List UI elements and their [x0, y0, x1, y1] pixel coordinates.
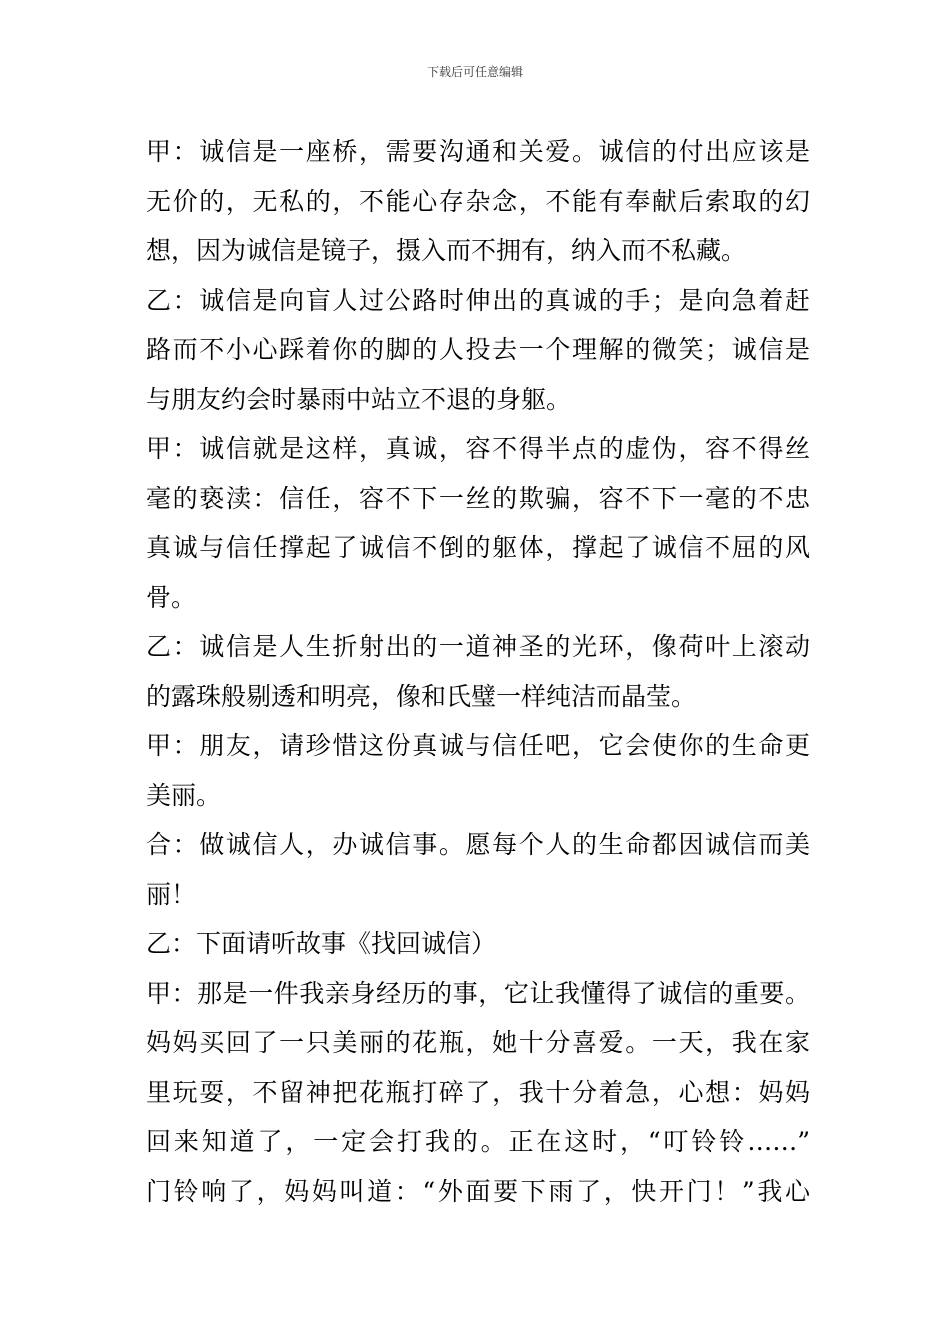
text-line: 想，因为诚信是镜子，摄入而不拥有，纳入而不私藏。	[146, 236, 747, 265]
text-line: 回来知道了，一定会打我的。正在这时，“叮铃铃……”	[146, 1127, 810, 1156]
text-line: 甲：诚信是一座桥，需要沟通和关爱。诚信的付出应该是	[146, 137, 810, 166]
text-line: 路而不小心踩着你的脚的人投去一个理解的微笑；诚信是	[146, 335, 810, 364]
page-header: 下载后可任意编辑	[426, 65, 523, 79]
text-line: 的露珠般剔透和明亮，像和氏璧一样纯洁而晶莹。	[146, 681, 697, 711]
text-line: 乙：诚信是向盲人过公路时伸出的真诚的手；是向急着赶	[146, 285, 810, 315]
text-line: 妈妈买回了一只美丽的花瓶，她十分喜爱。一天，我在家	[146, 1028, 810, 1057]
text-line: 与朋友约会时暴雨中站立不退的身躯。	[146, 384, 572, 414]
text-line: 甲：诚信就是这样，真诚，容不得半点的虚伪，容不得丝	[146, 434, 810, 463]
text-line: 里玩耍，不留神把花瓶打碎了，我十分着急，心想：妈妈	[146, 1077, 810, 1107]
document-body	[146, 127, 810, 1216]
text-line: 真诚与信任撑起了诚信不倒的躯体，撑起了诚信不屈的风	[146, 533, 810, 562]
text-line: 毫的亵渎：信任，容不下一丝的欺骗，容不下一毫的不忠	[146, 483, 810, 513]
text-line: 乙：下面请听故事《找回诚信）	[146, 929, 497, 958]
text-line: 甲：朋友，请珍惜这份真诚与信任吧，它会使你的生命更	[146, 731, 810, 760]
text-line: 乙：诚信是人生折射出的一道神圣的光环，像荷叶上滚动	[146, 632, 810, 661]
text-line: 丽！	[146, 879, 197, 909]
text-line: 甲：那是一件我亲身经历的事，它让我懂得了诚信的重要。	[146, 978, 810, 1008]
text-line: 合：做诚信人，办诚信事。愿每个人的生命都因诚信而美	[146, 830, 810, 859]
text-line: 骨。	[146, 582, 197, 612]
text-line: 无价的，无私的，不能心存杂念，不能有奉献后索取的幻	[146, 186, 810, 216]
text-line: 门铃响了，妈妈叫道：“外面要下雨了，快开门！”我心	[146, 1176, 810, 1206]
text-line: 美丽。	[146, 780, 222, 810]
